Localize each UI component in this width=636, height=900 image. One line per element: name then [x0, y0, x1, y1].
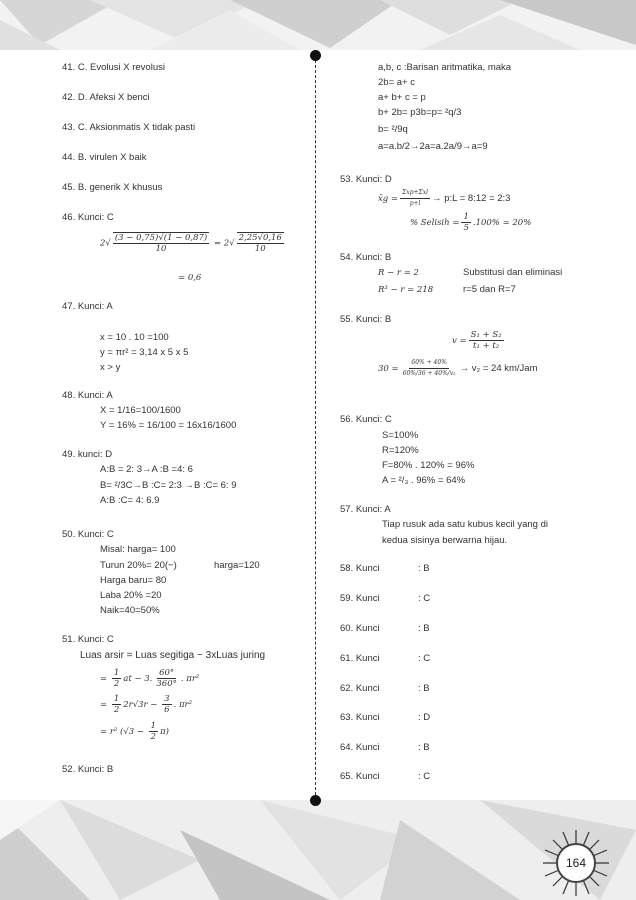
- answer-56-line: A = ²/₃ . 96% = 64%: [382, 475, 466, 486]
- key-63-value: : D: [418, 712, 431, 723]
- key-58-label: 58. Kunci: [340, 563, 380, 574]
- formula-text: 2r√3r −: [123, 700, 161, 710]
- answer-49-line: A:B :C= 4: 6.9: [100, 495, 160, 506]
- formula-51-step-2: [100, 694, 192, 716]
- answer-42: 42. D. Afeksi X benci: [62, 92, 150, 103]
- formula-text: =: [100, 700, 110, 710]
- formula-text: % Selisih =: [410, 218, 460, 229]
- denominator: 6: [164, 705, 170, 715]
- formula-text: 30 =: [378, 364, 399, 375]
- formula-text: at − 3.: [123, 674, 153, 684]
- formula-53: [378, 188, 510, 209]
- numerator: 60% + 40%: [409, 358, 449, 369]
- formula-text: 2: [100, 238, 106, 249]
- answer-57-line: Tiap rusuk ada satu kubus kecil yang di: [382, 519, 548, 530]
- answer-52-line: b= ²/9q: [378, 124, 408, 135]
- numerator: 1: [150, 721, 157, 731]
- key-64-label: 64. Kunci: [340, 742, 380, 753]
- answer-46-heading: 46. Kunci: C: [62, 212, 114, 223]
- formula-51-step-3: [100, 721, 169, 743]
- answer-50-line: harga=120: [214, 560, 260, 571]
- answer-44: 44. B. virulen X baik: [62, 152, 147, 163]
- answer-57-heading: 57. Kunci: A: [340, 504, 391, 515]
- answer-47-line: x > y: [100, 362, 121, 373]
- answer-56-line: F=80% . 120% = 96%: [382, 460, 475, 471]
- answer-52: 52. Kunci: B: [62, 764, 114, 775]
- answer-56-line: S=100%: [382, 430, 419, 441]
- answer-41: 41. C. Evolusi X revolusi: [62, 62, 165, 73]
- formula-text: . πr²: [180, 674, 200, 684]
- answer-50-heading: 50. Kunci: C: [62, 529, 114, 540]
- answer-54-line: r=5 dan R=7: [463, 284, 516, 295]
- key-62-value: : B: [418, 683, 430, 694]
- answer-54-heading: 54. Kunci: B: [340, 252, 392, 263]
- formula-53-difference: [410, 212, 531, 234]
- answer-56-line: R=120%: [382, 445, 419, 456]
- answer-52-line: 2b= a+ c: [378, 77, 415, 88]
- denominator: t₁ + t₂: [473, 341, 500, 351]
- formula-text: .100% = 20%: [472, 218, 532, 229]
- formula-text: = 2: [213, 238, 230, 249]
- answer-43: 43. C. Aksionmatis X tidak pasti: [62, 122, 196, 133]
- formula-51-step-1: [100, 668, 199, 690]
- denominator: 2: [113, 679, 120, 689]
- answer-55-heading: 55. Kunci: B: [340, 314, 392, 325]
- denominator: 60%/36 + 40%/v₂: [402, 370, 456, 377]
- formula-text: =: [100, 674, 110, 684]
- answer-48-line: X = 1/16=100/1600: [100, 405, 181, 416]
- answer-51-line: Luas arsir = Luas segitiga − 3xLuas juring: [80, 650, 266, 661]
- denominator: 10: [155, 244, 167, 254]
- denominator: 10: [254, 244, 266, 254]
- key-65-value: : C: [418, 771, 431, 782]
- answer-54-line: Substitusi dan eliminasi: [463, 267, 563, 278]
- divider-dot-bottom: [310, 795, 321, 806]
- answer-49-line: A:B = 2: 3→A :B =4: 6: [100, 464, 193, 475]
- column-divider: [315, 55, 316, 800]
- key-62-label: 62. Kunci: [340, 683, 380, 694]
- formula-text: π): [160, 727, 169, 737]
- header-decoration: [0, 0, 636, 50]
- numerator: 60°: [159, 668, 175, 678]
- page-number: 164: [556, 843, 596, 883]
- answer-54-line: R − r = 2: [378, 268, 419, 278]
- key-60-label: 60. Kunci: [340, 623, 380, 634]
- key-63-label: 63. Kunci: [340, 712, 380, 723]
- answer-47-line: x = 10 . 10 =100: [100, 332, 169, 343]
- denominator: p+l: [409, 200, 421, 207]
- key-60-value: : B: [418, 623, 430, 634]
- answer-47-heading: 47. Kunci: A: [62, 301, 113, 312]
- answer-52-line: a,b, c :Barisan aritmatika, maka: [378, 62, 512, 73]
- answer-49-line: B= ²/3C→B :C= 2:3 →B :C= 6: 9: [100, 480, 237, 491]
- formula-55-speed: [452, 330, 506, 352]
- key-59-label: 59. Kunci: [340, 593, 380, 604]
- formula-text: = r² (√3 −: [100, 727, 147, 737]
- formula-46-result: = 0,6: [178, 273, 202, 283]
- answer-53-heading: 53. Kunci: D: [340, 174, 392, 185]
- denominator: 5: [463, 223, 469, 233]
- formula-text: → p:L = 8:12 = 2:3: [432, 193, 511, 205]
- key-65-label: 65. Kunci: [340, 771, 380, 782]
- key-61-value: : C: [418, 653, 431, 664]
- answer-48-line: Y = 16% = 16/100 = 16x16/1600: [100, 420, 237, 431]
- answer-52-line: b+ 2b= p3b=p= ²q/3: [378, 107, 462, 118]
- answer-50-line: Misal: harga= 100: [100, 544, 176, 555]
- answer-51-heading: 51. Kunci: C: [62, 634, 114, 645]
- key-61-label: 61. Kunci: [340, 653, 380, 664]
- formula-46: 2√ $\frac{(3 - 0,75)√(1 - 0,87)}{10}$ = 2√ $\frac{2,25√0,16}{10}$: [100, 233, 282, 254]
- numerator: Σxp+Σxl: [400, 188, 430, 199]
- divider-dot-top: [310, 50, 321, 61]
- answer-50-line: Naik=40=50%: [100, 605, 160, 616]
- numerator: 3: [164, 694, 170, 704]
- key-58-value: : B: [418, 563, 430, 574]
- answer-50-line: Harga baru= 80: [100, 575, 167, 586]
- numerator: 1: [113, 694, 120, 704]
- answer-45: 45. B. generik X khusus: [62, 182, 163, 193]
- answer-57-line: kedua sisinya berwarna hijau.: [382, 535, 508, 546]
- formula-55-result: [378, 358, 538, 379]
- denominator: 2: [150, 732, 157, 742]
- key-59-value: : C: [418, 593, 431, 604]
- numerator: 1: [463, 212, 469, 222]
- answer-54-line: R³ − r = 218: [378, 285, 434, 295]
- denominator: 2: [113, 705, 120, 715]
- numerator: (3 − 0,75)√(1 − 0,87): [114, 233, 208, 243]
- answer-52-line: a=a.b/2→2a=a.2a/9→a=9: [378, 141, 488, 152]
- formula-text: v =: [452, 336, 467, 346]
- formula-text: x̄g =: [378, 194, 399, 205]
- answer-52-line: a+ b+ c = p: [378, 92, 426, 103]
- answer-50-line: Turun 20%= 20(−): [100, 560, 177, 571]
- key-64-value: : B: [418, 742, 430, 753]
- answer-47-line: y = πr² = 3,14 x 5 x 5: [100, 347, 189, 358]
- numerator: S₁ + S₂: [470, 330, 502, 340]
- answer-49-heading: 49. kunci: D: [62, 449, 113, 460]
- answer-50-line: Laba 20% =20: [100, 590, 162, 601]
- formula-text: . πr²: [173, 700, 193, 710]
- formula-text: → v₂ = 24 km/Jam: [459, 363, 538, 375]
- numerator: 2,25√0,16: [238, 233, 282, 243]
- denominator: 360°: [156, 679, 177, 689]
- answer-48-heading: 48. Kunci: A: [62, 390, 113, 401]
- answer-56-heading: 56. Kunci: C: [340, 414, 392, 425]
- numerator: 1: [113, 668, 120, 678]
